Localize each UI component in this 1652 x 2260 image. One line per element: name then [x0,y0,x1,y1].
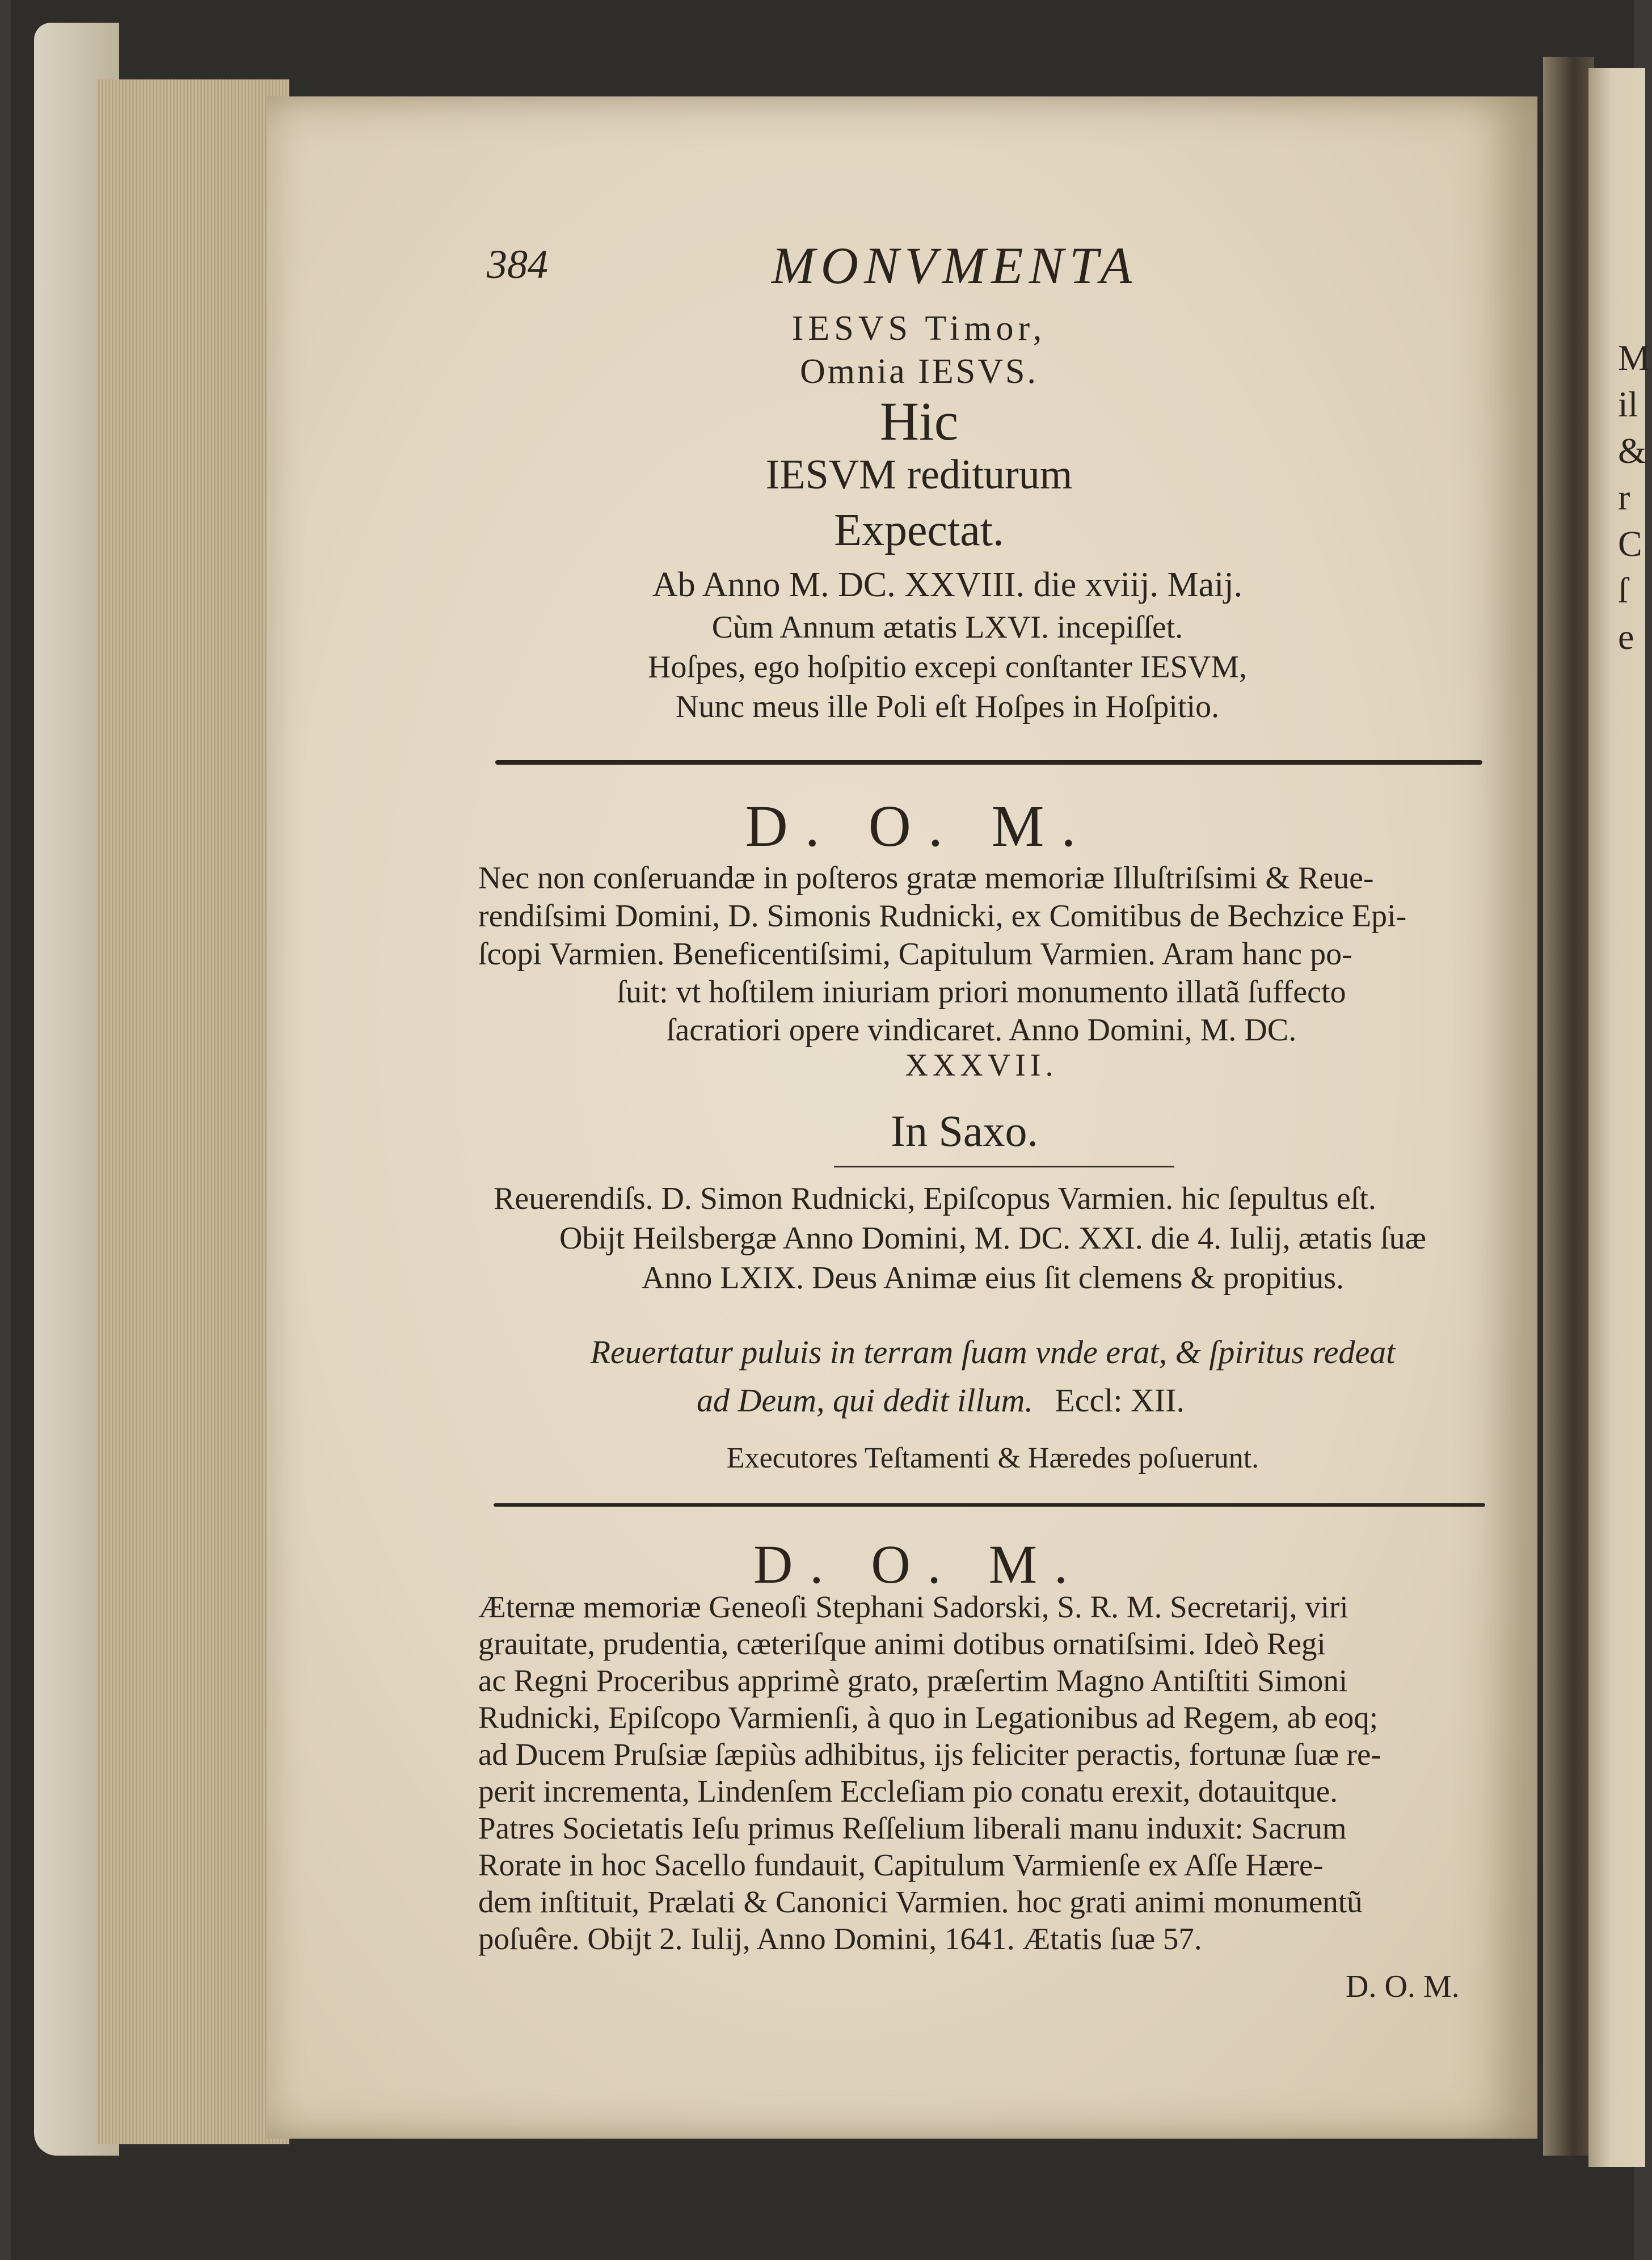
facing-page-letters [1618,335,1652,660]
section1-line-4: IESVM rediturum [765,452,1073,498]
section1-line-3: Hic [879,391,959,452]
section4-line-9: dem inſtituit, Prælati & Canonici Varmien. hoc grati animi monumentũ [478,1884,1363,1919]
section3-heading-underline [834,1166,1174,1167]
section2-line-3: ſcopi Varmien. Beneficentiſsimi, Capitulum Varmien. Aram hanc po- [478,937,1352,972]
facing-page-letter: il [1618,384,1638,424]
catchword: D. O. M. [1346,1969,1460,2004]
book-gutter [1543,57,1594,2156]
facing-page [1588,68,1650,2167]
section4-line-8: Rorate in hoc Sacello fundauit, Capitulum Varmienſe ex Aſſe Hære- [478,1848,1324,1882]
section3-quote-reference: Eccl: XII. [1055,1382,1185,1419]
section2-heading: D. O. M. [745,794,1093,859]
section1-line-9: Nunc meus ille Poli eſt Hoſpes in Hoſpitio. [675,689,1220,724]
section4-line-1: Æternæ memoriæ Geneoſi Stephani Sadorski, S. R. M. Secretarij, viri [478,1589,1348,1624]
section1-line-7: Cùm Annum ætatis LXVI. incepiſſet. [711,610,1183,645]
facing-page-letter: C [1618,524,1642,564]
page-stack [96,79,289,2144]
section2-line-6: XXXVII. [905,1048,1058,1083]
facing-page-letter: e [1618,617,1634,657]
section1-line-2: Omnia IESVS. [800,352,1038,391]
section3-quote-line-1: Reuertatur puluis in terram ſuam vnde erat, & ſpiritus redeat [590,1334,1396,1371]
section3-line-3: Anno LXIX. Deus Animæ eius ſit clemens & propitius. [641,1260,1345,1296]
divider-rule-2 [494,1503,1485,1507]
section3-quote-line-2 [697,1381,1185,1419]
section4-heading: D. O. M. [753,1534,1085,1595]
section4-line-3: ac Regni Proceribus apprimè grato, præſertim Magno Antiſtiti Simoni [478,1663,1348,1698]
section4-line-4: Rudnicki, Epiſcopo Varmienſi, à quo in Legationibus ad Regem, ab eoq; [478,1700,1379,1735]
section1-line-6: Ab Anno M. DC. XXVIII. die xviij. Maij. [652,566,1243,604]
section3-line-1: Reuerendiſs. D. Simon Rudnicki, Epiſcopus Varmien. hic ſepultus eſt. [494,1181,1376,1216]
facing-page-letter: r [1618,477,1630,517]
facing-page-letter: & [1618,431,1646,471]
section3-heading: In Saxo. [891,1106,1038,1156]
running-title: MONVMENTA [772,237,1138,294]
section2-line-4: ſuit: vt hoſtilem iniuriam priori monumento illatã ſuffecto [617,975,1346,1010]
section2-line-1: Nec non conſeruandæ in poſteros gratæ memoriæ Illuſtriſsimi & Reue- [478,861,1374,896]
facing-page-letter: M [1618,338,1650,378]
section3-line-2: Obijt Heilsbergæ Anno Domini, M. DC. XXI. die 4. Iulij, ætatis ſuæ [559,1221,1427,1256]
section4-line-2: grauitate, prudentia, cæteriſque animi dotibus ornatiſsimi. Ideò Regi [478,1626,1326,1661]
section1-line-5: Expectat. [834,505,1004,555]
facing-page-letter: ſ [1618,570,1628,610]
section4-line-7: Patres Societatis Ieſu primus Reſſelium liberali manu induxit: Sacrum [478,1811,1347,1845]
section1-line-1: IESVS Timor, [791,309,1047,348]
section3-closing: Executores Teſtamenti & Hæredes poſuerunt. [726,1442,1259,1474]
section2-line-2: rendiſsimi Domini, D. Simonis Rudnicki, ex Comitibus de Bechzice Epi- [478,899,1407,934]
section1-line-8: Hoſpes, ego hoſpitio excepi conſtanter IESVM, [648,650,1247,685]
section4-line-10: poſuêre. Obijt 2. Iulij, Anno Domini, 1641. Ætatis ſuæ 57. [478,1921,1202,1956]
section4-line-6: perit incrementa, Lindenſem Eccleſiam pio conatu erexit, dotauitque. [478,1774,1338,1808]
section3-quote-text: ad Deum, qui dedit illum. [697,1382,1033,1419]
page-number: 384 [487,242,548,287]
section4-line-5: ad Ducem Pruſsiæ ſæpiùs adhibitus, ijs feliciter peractis, fortunæ ſuæ re- [478,1737,1381,1772]
divider-rule-1 [495,760,1482,765]
section2-line-5: ſacratiori opere vindicaret. Anno Domini, M. DC. [666,1013,1297,1048]
